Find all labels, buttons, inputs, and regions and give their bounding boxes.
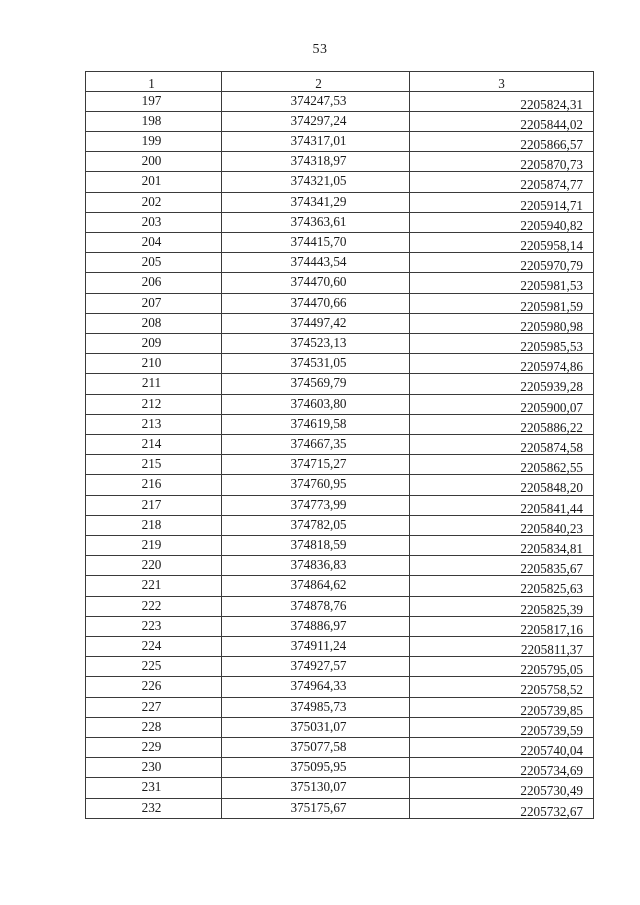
cell-point-number: 204 — [86, 232, 222, 252]
table-header — [86, 72, 594, 92]
cell-x-coordinate: 374363,61 — [222, 212, 410, 232]
cell-x-coordinate: 374715,27 — [222, 455, 410, 475]
cell-point-number: 226 — [86, 677, 222, 697]
cell-x-coordinate: 374569,79 — [222, 374, 410, 394]
table-row — [86, 232, 594, 252]
cell-point-number: 213 — [86, 414, 222, 434]
cell-x-coordinate: 374864,62 — [222, 576, 410, 596]
table-row — [86, 333, 594, 353]
cell-x-coordinate: 374523,13 — [222, 333, 410, 353]
cell-point-number: 218 — [86, 515, 222, 535]
cell-x-coordinate: 375077,58 — [222, 738, 410, 758]
cell-point-number: 215 — [86, 455, 222, 475]
header-cell-x-coordinate: 2 — [222, 72, 410, 92]
table-row — [86, 192, 594, 212]
table-row — [86, 697, 594, 717]
cell-y-coordinate: 2205866,57 — [410, 131, 594, 151]
table-body — [86, 91, 594, 818]
cell-y-coordinate: 2205739,85 — [410, 697, 594, 717]
cell-y-coordinate: 2205740,04 — [410, 738, 594, 758]
cell-y-coordinate: 2205758,52 — [410, 677, 594, 697]
cell-x-coordinate: 374985,73 — [222, 697, 410, 717]
cell-x-coordinate: 374836,83 — [222, 556, 410, 576]
table-row — [86, 495, 594, 515]
cell-point-number: 200 — [86, 152, 222, 172]
table-row — [86, 273, 594, 293]
table-row — [86, 455, 594, 475]
cell-x-coordinate: 374297,24 — [222, 111, 410, 131]
cell-point-number: 207 — [86, 293, 222, 313]
cell-x-coordinate: 374415,70 — [222, 232, 410, 252]
cell-y-coordinate: 2205730,49 — [410, 778, 594, 798]
table-row — [86, 354, 594, 374]
cell-point-number: 221 — [86, 576, 222, 596]
cell-y-coordinate: 2205739,59 — [410, 717, 594, 737]
cell-point-number: 222 — [86, 596, 222, 616]
cell-y-coordinate: 2205795,05 — [410, 657, 594, 677]
table-row — [86, 414, 594, 434]
cell-x-coordinate: 375175,67 — [222, 798, 410, 818]
table-row — [86, 293, 594, 313]
table-row — [86, 435, 594, 455]
cell-y-coordinate: 2205840,23 — [410, 515, 594, 535]
cell-y-coordinate: 2205824,31 — [410, 91, 594, 111]
cell-point-number: 203 — [86, 212, 222, 232]
table-row — [86, 131, 594, 151]
cell-y-coordinate: 2205985,53 — [410, 333, 594, 353]
cell-x-coordinate: 374927,57 — [222, 657, 410, 677]
header-cell-y-coordinate: 3 — [410, 72, 594, 92]
cell-point-number: 208 — [86, 313, 222, 333]
cell-y-coordinate: 2205862,55 — [410, 455, 594, 475]
cell-x-coordinate: 374247,53 — [222, 91, 410, 111]
cell-point-number: 198 — [86, 111, 222, 131]
cell-point-number: 197 — [86, 91, 222, 111]
table-row — [86, 637, 594, 657]
table-row — [86, 738, 594, 758]
table-row — [86, 596, 594, 616]
cell-y-coordinate: 2205981,53 — [410, 273, 594, 293]
cell-point-number: 232 — [86, 798, 222, 818]
table-row — [86, 717, 594, 737]
cell-y-coordinate: 2205874,58 — [410, 435, 594, 455]
cell-y-coordinate: 2205980,98 — [410, 313, 594, 333]
cell-x-coordinate: 374470,66 — [222, 293, 410, 313]
table-row — [86, 152, 594, 172]
cell-y-coordinate: 2205874,77 — [410, 172, 594, 192]
cell-y-coordinate: 2205940,82 — [410, 212, 594, 232]
cell-x-coordinate: 374818,59 — [222, 536, 410, 556]
cell-y-coordinate: 2205981,59 — [410, 293, 594, 313]
table-row — [86, 374, 594, 394]
cell-point-number: 223 — [86, 616, 222, 636]
cell-x-coordinate: 374318,97 — [222, 152, 410, 172]
cell-y-coordinate: 2205958,14 — [410, 232, 594, 252]
cell-y-coordinate: 2205900,07 — [410, 394, 594, 414]
cell-x-coordinate: 375130,07 — [222, 778, 410, 798]
cell-point-number: 214 — [86, 435, 222, 455]
cell-y-coordinate: 2205732,67 — [410, 798, 594, 818]
cell-x-coordinate: 374886,97 — [222, 616, 410, 636]
table-row — [86, 798, 594, 818]
header-row — [86, 72, 594, 92]
cell-x-coordinate: 375095,95 — [222, 758, 410, 778]
cell-x-coordinate: 374878,76 — [222, 596, 410, 616]
cell-point-number: 230 — [86, 758, 222, 778]
cell-x-coordinate: 374760,95 — [222, 475, 410, 495]
cell-x-coordinate: 374667,35 — [222, 435, 410, 455]
cell-y-coordinate: 2205970,79 — [410, 253, 594, 273]
cell-y-coordinate: 2205914,71 — [410, 192, 594, 212]
cell-point-number: 212 — [86, 394, 222, 414]
table-row — [86, 475, 594, 495]
table-row — [86, 394, 594, 414]
cell-x-coordinate: 374317,01 — [222, 131, 410, 151]
table-row — [86, 212, 594, 232]
cell-point-number: 224 — [86, 637, 222, 657]
page-number: 53 — [312, 42, 328, 57]
cell-point-number: 201 — [86, 172, 222, 192]
cell-x-coordinate: 374470,60 — [222, 273, 410, 293]
table-row — [86, 515, 594, 535]
cell-x-coordinate: 374773,99 — [222, 495, 410, 515]
cell-y-coordinate: 2205844,02 — [410, 111, 594, 131]
cell-point-number: 199 — [86, 131, 222, 151]
cell-point-number: 219 — [86, 536, 222, 556]
cell-y-coordinate: 2205734,69 — [410, 758, 594, 778]
header-cell-point-number: 1 — [86, 72, 222, 92]
cell-x-coordinate: 375031,07 — [222, 717, 410, 737]
cell-y-coordinate: 2205886,22 — [410, 414, 594, 434]
table-row — [86, 576, 594, 596]
cell-x-coordinate: 374911,24 — [222, 637, 410, 657]
cell-point-number: 217 — [86, 495, 222, 515]
cell-y-coordinate: 2205811,37 — [410, 637, 594, 657]
cell-y-coordinate: 2205974,86 — [410, 354, 594, 374]
table-row — [86, 677, 594, 697]
cell-y-coordinate: 2205825,63 — [410, 576, 594, 596]
cell-x-coordinate: 374341,29 — [222, 192, 410, 212]
table-row — [86, 172, 594, 192]
table-row — [86, 556, 594, 576]
cell-x-coordinate: 374443,54 — [222, 253, 410, 273]
table-row — [86, 91, 594, 111]
cell-point-number: 229 — [86, 738, 222, 758]
cell-point-number: 216 — [86, 475, 222, 495]
cell-point-number: 202 — [86, 192, 222, 212]
cell-point-number: 220 — [86, 556, 222, 576]
cell-y-coordinate: 2205817,16 — [410, 616, 594, 636]
cell-x-coordinate: 374964,33 — [222, 677, 410, 697]
coordinates-table — [85, 71, 594, 819]
table-row — [86, 657, 594, 677]
cell-x-coordinate: 374619,58 — [222, 414, 410, 434]
cell-x-coordinate: 374321,05 — [222, 172, 410, 192]
cell-y-coordinate: 2205848,20 — [410, 475, 594, 495]
cell-x-coordinate: 374531,05 — [222, 354, 410, 374]
cell-point-number: 205 — [86, 253, 222, 273]
cell-point-number: 228 — [86, 717, 222, 737]
cell-x-coordinate: 374782,05 — [222, 515, 410, 535]
cell-point-number: 206 — [86, 273, 222, 293]
cell-y-coordinate: 2205825,39 — [410, 596, 594, 616]
cell-point-number: 210 — [86, 354, 222, 374]
cell-point-number: 211 — [86, 374, 222, 394]
table-row — [86, 111, 594, 131]
cell-y-coordinate: 2205939,28 — [410, 374, 594, 394]
cell-y-coordinate: 2205835,67 — [410, 556, 594, 576]
cell-point-number: 227 — [86, 697, 222, 717]
table-row — [86, 253, 594, 273]
cell-point-number: 209 — [86, 333, 222, 353]
cell-y-coordinate: 2205834,81 — [410, 536, 594, 556]
cell-y-coordinate: 2205870,73 — [410, 152, 594, 172]
cell-y-coordinate: 2205841,44 — [410, 495, 594, 515]
table-row — [86, 536, 594, 556]
table-row — [86, 758, 594, 778]
table-row — [86, 313, 594, 333]
table-row — [86, 778, 594, 798]
cell-point-number: 231 — [86, 778, 222, 798]
cell-point-number: 225 — [86, 657, 222, 677]
table-row — [86, 616, 594, 636]
cell-x-coordinate: 374497,42 — [222, 313, 410, 333]
cell-x-coordinate: 374603,80 — [222, 394, 410, 414]
